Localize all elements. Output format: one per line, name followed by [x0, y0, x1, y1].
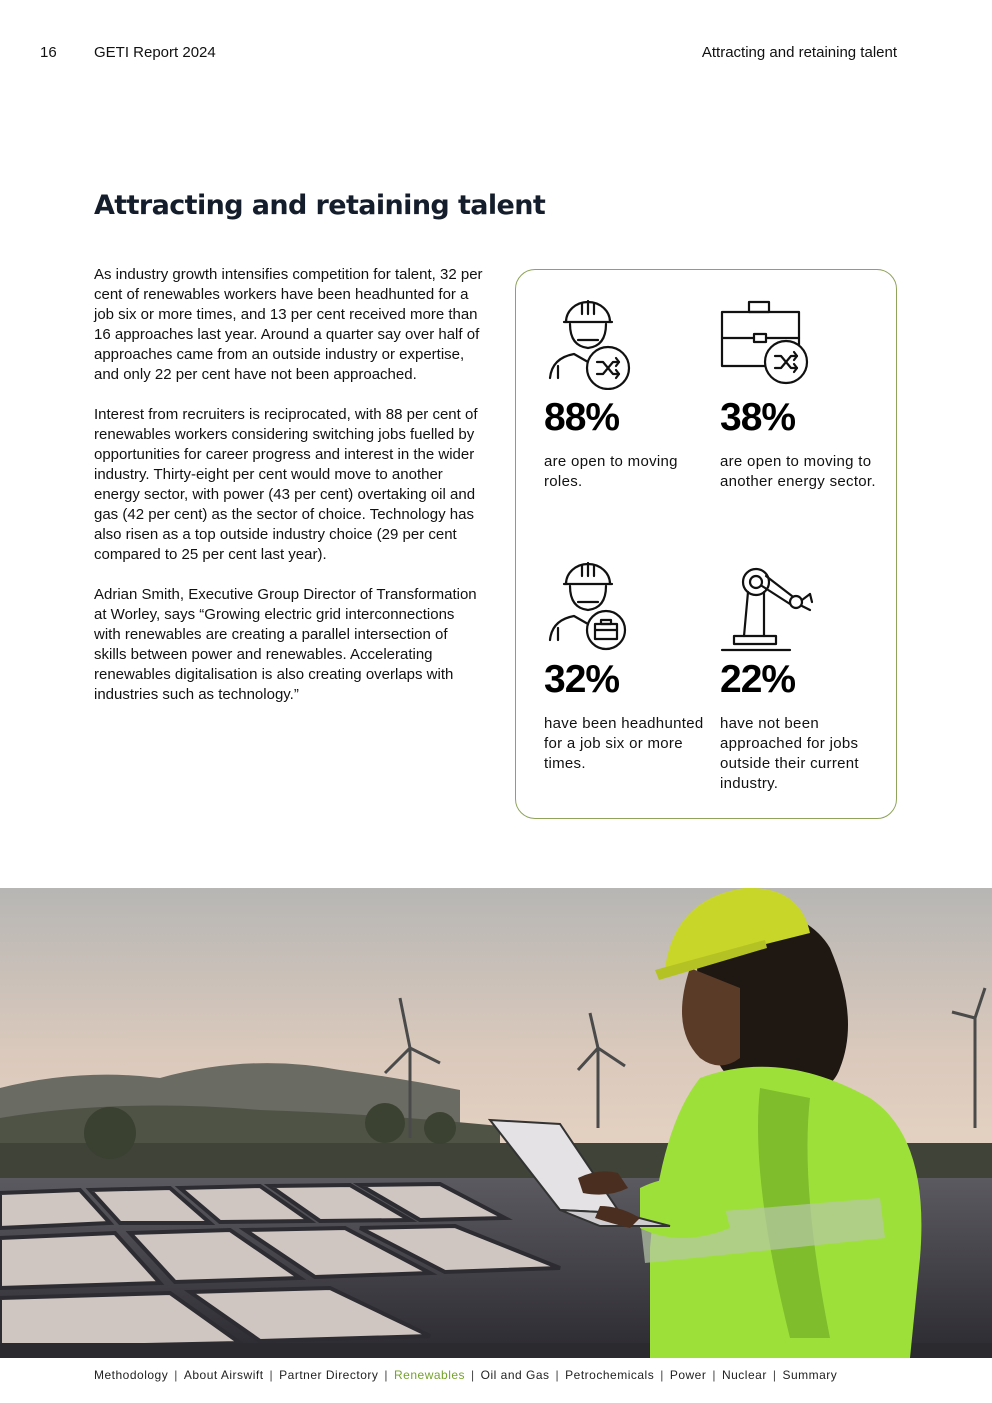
footer-separator: |	[269, 1368, 274, 1382]
solar-farm-worker-image	[0, 888, 992, 1358]
worker-switch-icon	[544, 300, 634, 395]
paragraph: As industry growth intensifies competition for talent, 32 per cent of renewables workers have been headhunted for a job six or more times, and 13 per cent received more than 16 approaches last year. Around a quarter say over half of approaches came from an outside industry or expertise, and only 22 per cent have not been approached.	[94, 266, 483, 383]
footer-separator: |	[384, 1368, 388, 1382]
footer-nav-link-oil-and-gas[interactable]: Oil and Gas	[480, 1368, 550, 1382]
section-title: Attracting and retaining talent	[701, 44, 897, 61]
footer-separator: |	[555, 1368, 560, 1382]
paragraph: Interest from recruiters is reciprocated, with 88 per cent of renewables workers considering switching jobs fuelled by opportunities for career progress and interest in the wider industry. Thirty-eight per cent would move to another energy sector, with power (43 per cent) overtaking oil and gas (42 per cent) as the sector of choice. Technology has also risen as a top outside industry choice (29 per cent compared to 25 per cent last year).	[94, 406, 478, 563]
worker-briefcase-icon	[544, 562, 634, 657]
stat-value: 22%	[720, 658, 796, 701]
footer-nav-link-renewables[interactable]: Renewables	[394, 1368, 466, 1382]
footer-nav-link-nuclear[interactable]: Nuclear	[721, 1368, 767, 1382]
stats-panel	[515, 269, 897, 819]
stat-description: are open to moving to another energy sector.	[720, 453, 876, 490]
robotic-arm-icon	[720, 562, 816, 657]
page-title: Attracting and retaining talent	[94, 190, 546, 221]
hero-photo	[0, 888, 992, 1358]
paragraph: Adrian Smith, Executive Group Director of Transformation at Worley, says “Growing electric grid interconnections with renewables are creating a parallel intersection of skills between power and renewables. Accelerating renewables digitalisation is also creating overlaps with industries such as technology.”	[94, 586, 477, 703]
page-number: 16	[40, 44, 57, 61]
footer-separator: |	[772, 1368, 777, 1382]
footer-nav-link-summary[interactable]: Summary	[782, 1368, 838, 1382]
report-title: GETI Report 2024	[94, 44, 216, 61]
stat-description: have been headhunted for a job six or more times.	[544, 715, 704, 772]
stat-description: have not been approached for jobs outside their current industry.	[720, 715, 859, 792]
footer-nav	[94, 1368, 837, 1382]
footer-separator: |	[174, 1368, 178, 1382]
briefcase-switch-icon	[720, 300, 810, 395]
footer-separator: |	[712, 1368, 716, 1382]
footer-nav-link-methodology[interactable]: Methodology	[94, 1368, 169, 1382]
stat-value: 32%	[544, 658, 620, 701]
stat-description: are open to moving roles.	[544, 453, 678, 490]
footer-nav-link-petrochemicals[interactable]: Petrochemicals	[565, 1368, 655, 1382]
footer-nav-link-about-airswift[interactable]: About Airswift	[183, 1368, 264, 1382]
footer-nav-link-power[interactable]: Power	[669, 1368, 707, 1382]
footer-nav-link-partner-directory[interactable]: Partner Directory	[279, 1368, 379, 1382]
stat-value: 38%	[720, 396, 796, 439]
footer-separator: |	[471, 1368, 475, 1382]
footer-separator: |	[660, 1368, 664, 1382]
stat-value: 88%	[544, 396, 620, 439]
body-text	[94, 265, 484, 725]
